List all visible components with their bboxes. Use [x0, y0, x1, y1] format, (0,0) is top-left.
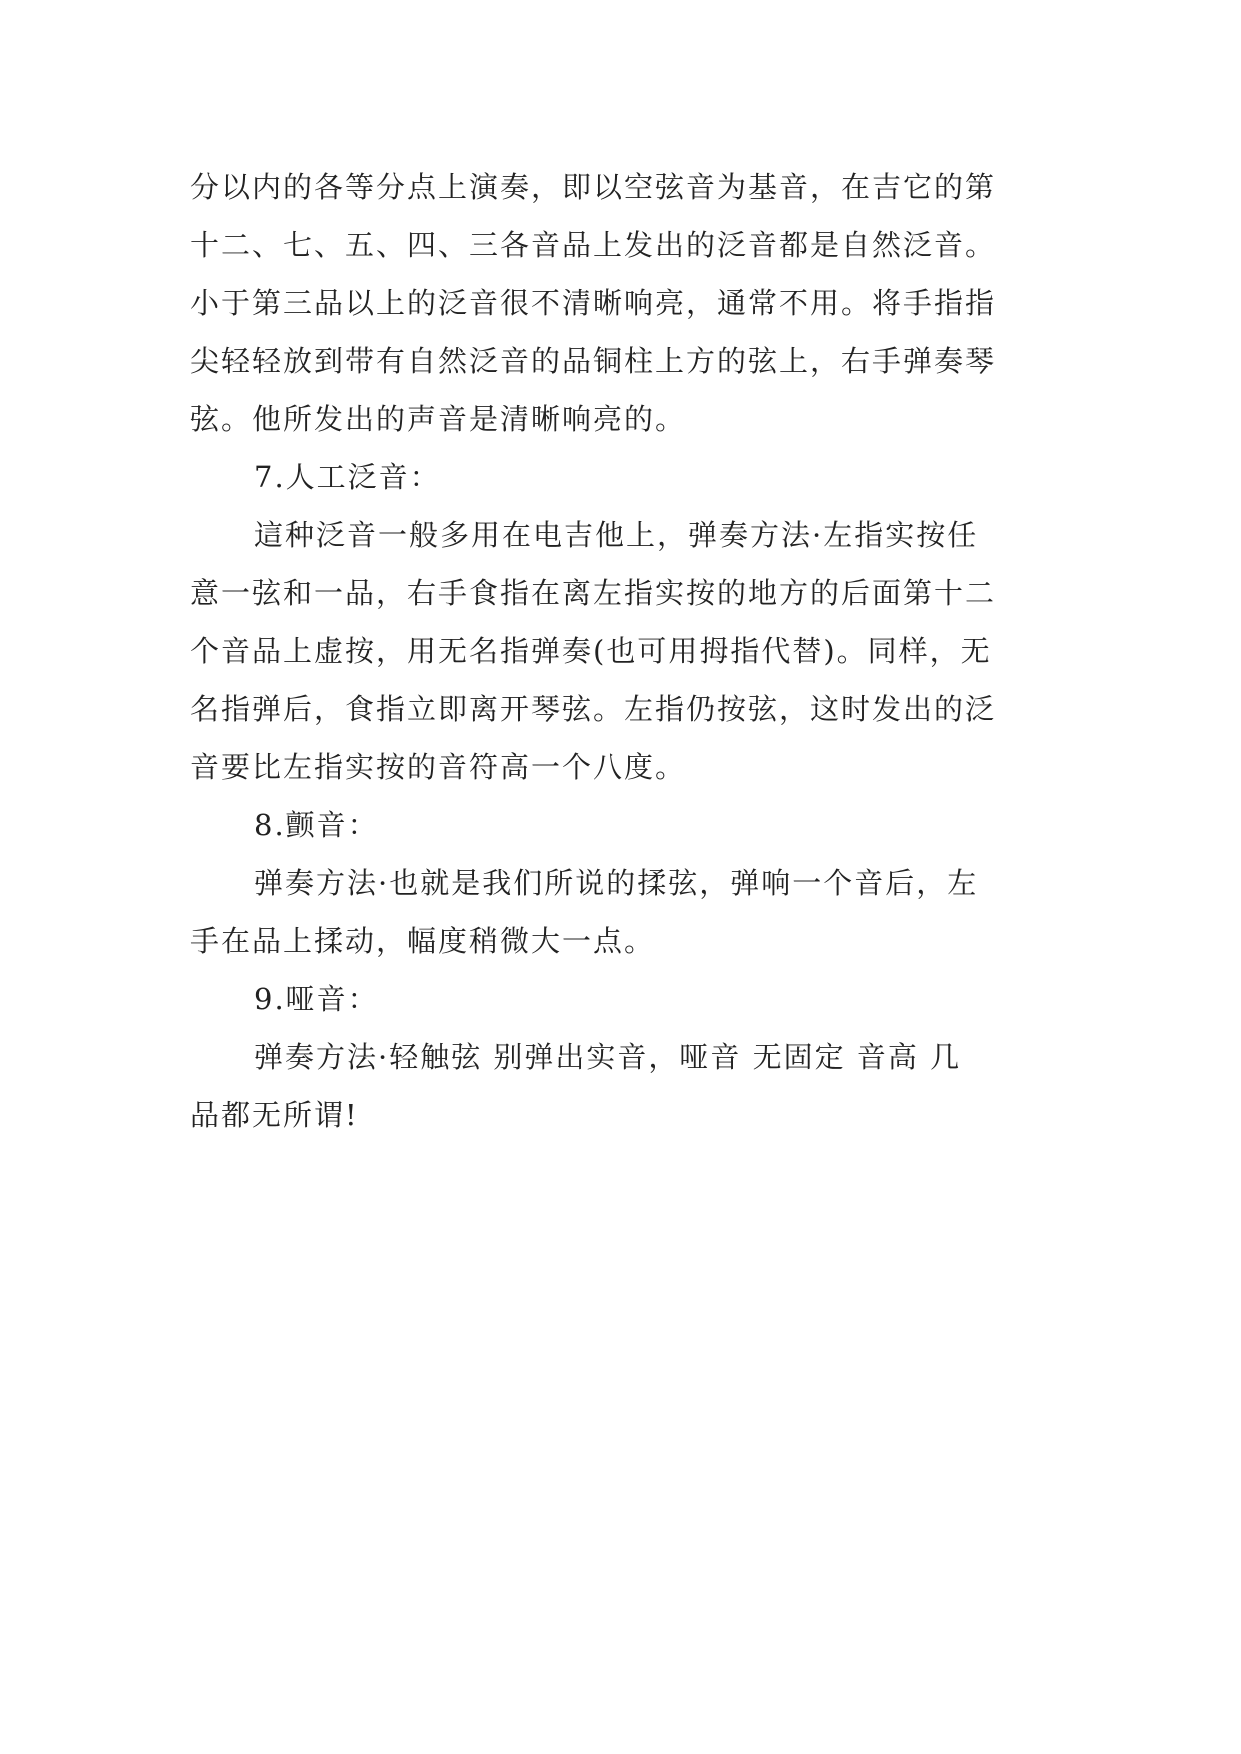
text-line: 這种泛音一般多用在电吉他上，弹奏方法·左指实按任: [254, 518, 979, 552]
text-line: 小于第三品以上的泛音很不清晰响亮，通常不用。将手指指: [190, 286, 997, 320]
text-line: 弦。他所发出的声音是清晰响亮的。: [190, 402, 687, 436]
text-line: 品都无所谓!: [190, 1098, 359, 1132]
text-line: 尖轻轻放到带有自然泛音的品铜柱上方的弦上，右手弹奏琴: [190, 344, 997, 378]
section-heading-artificial-harmonics: 7.人工泛音：: [254, 460, 441, 494]
text-line: 名指弹后，食指立即离开琴弦。左指仍按弦，这时发出的泛: [190, 692, 997, 726]
text-line: 手在品上揉动，幅度稍微大一点。: [190, 924, 656, 958]
text-line: 弹奏方法·轻触弦 别弹出实音，哑音 无固定 音高 几: [254, 1040, 962, 1074]
text-line: 个音品上虚按，用无名指弹奏(也可用拇指代替)。同样，无: [190, 634, 992, 668]
section-heading-vibrato: 8.颤音：: [254, 808, 379, 842]
text-line: 十二、七、五、四、三各音品上发出的泛音都是自然泛音。: [190, 228, 997, 262]
text-line: 音要比左指实按的音符高一个八度。: [190, 750, 687, 784]
document-body: [190, 158, 1058, 1144]
section-heading-muted-note: 9.哑音：: [254, 982, 379, 1016]
text-line: 弹奏方法·也就是我们所说的揉弦，弹响一个音后，左: [254, 866, 979, 900]
text-line: 分以内的各等分点上演奏，即以空弦音为基音，在吉它的第: [190, 170, 997, 204]
text-line: 意一弦和一品，右手食指在离左指实按的地方的后面第十二: [190, 576, 997, 610]
